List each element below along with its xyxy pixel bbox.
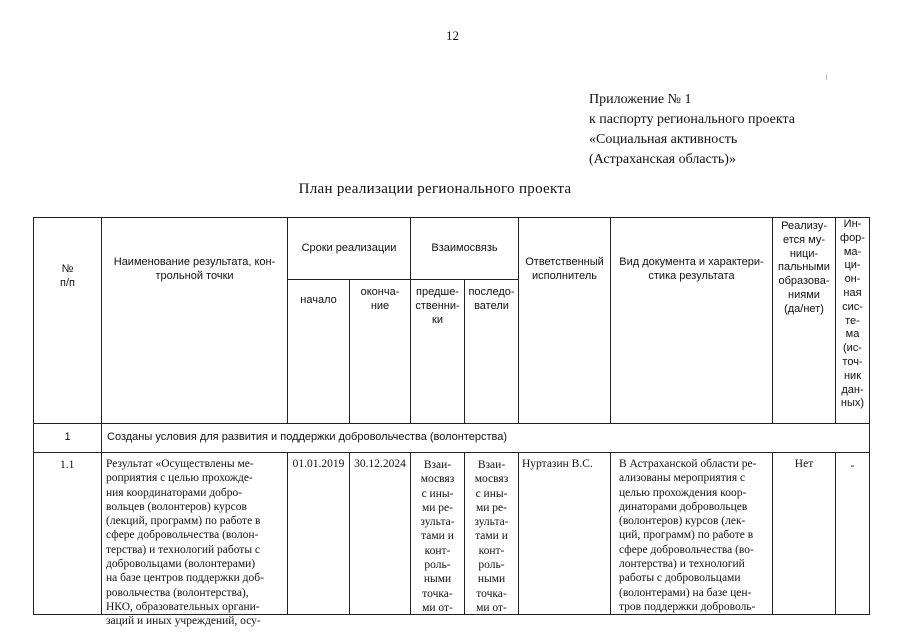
scan-artifact	[826, 74, 827, 80]
appendix-block	[589, 90, 795, 170]
header-successors: последо- ватели	[468, 286, 515, 312]
header-end: оконча- ние	[360, 286, 400, 312]
section-num: 1	[64, 431, 71, 443]
appendix-line-4: (Астраханская область)»	[589, 152, 736, 167]
row-name: Результат «Осуществлены ме- роприятия с целью прохожде- ния координаторами добро- вольцев (волонтеров) курсов (лекций, программ) по работе в сфере добровольчества (волон- терства) и технологий работы с добровольцами (волонтерами) на базе центров поддержки доб- ровольчества (волонтерства), НКО, образовательных органи- заций и иных учреждений, осу-	[106, 458, 264, 628]
row-municipal: Нет	[794, 458, 814, 470]
row-successors: Взаи- мосвяз с ины- ми ре- зульта- тами и конт- роль- ными точка- ми от-	[474, 459, 509, 614]
row-info-system: -	[850, 460, 855, 472]
header-document: Вид документа и характери- стика результата	[619, 256, 764, 282]
row-responsible: Нуртазин В.С.	[522, 458, 593, 470]
header-start: начало	[300, 294, 337, 306]
row-predecessors: Взаи- мосвяз с ины- ми ре- зульта- тами и конт- роль- ными точка- ми от-	[420, 459, 455, 614]
header-relation: Взаимосвязь	[431, 242, 498, 254]
appendix-line-2: к паспорту регионального проекта	[589, 112, 795, 127]
header-name: Наименование результата, кон- трольной точки	[113, 256, 276, 282]
row-num: 1.1	[60, 459, 75, 471]
page-number: 12	[446, 28, 459, 43]
header-terms: Сроки реализации	[301, 242, 397, 254]
header-responsible: Ответственный исполнитель	[525, 256, 604, 282]
row-start: 01.01.2019	[292, 458, 345, 470]
header-info-system: Ин- фор- ма- ци- он- ная сис- те- ма (ис- точ- ник дан- ных)	[840, 218, 865, 410]
appendix-line-1: Приложение № 1	[589, 92, 692, 107]
section-title: Созданы условия для развития и поддержки добровольчества (волонтерства)	[107, 431, 508, 443]
header-predecessors: предше- ственни- ки	[415, 286, 460, 326]
row-end: 30.12.2024	[354, 458, 406, 470]
appendix-line-3: «Социальная активность	[589, 132, 738, 147]
header-num: № п/п	[60, 263, 75, 289]
header-municipal: Реализу- ется му- ници- пальными образова- ниями (да/нет)	[778, 220, 830, 315]
row-document: В Астраханской области ре- ализованы мероприятия с целью прохождения коор- динаторами добровольцев (волонтеров) курсов (лек- ций, программ) по работе в сфере добровольчества (во- лонтерства) и технологий работы с добровольцами (волонтерами) на базе цен- тров поддержки доброволь-	[619, 458, 757, 613]
plan-title: План реализации регионального проекта	[298, 181, 572, 197]
